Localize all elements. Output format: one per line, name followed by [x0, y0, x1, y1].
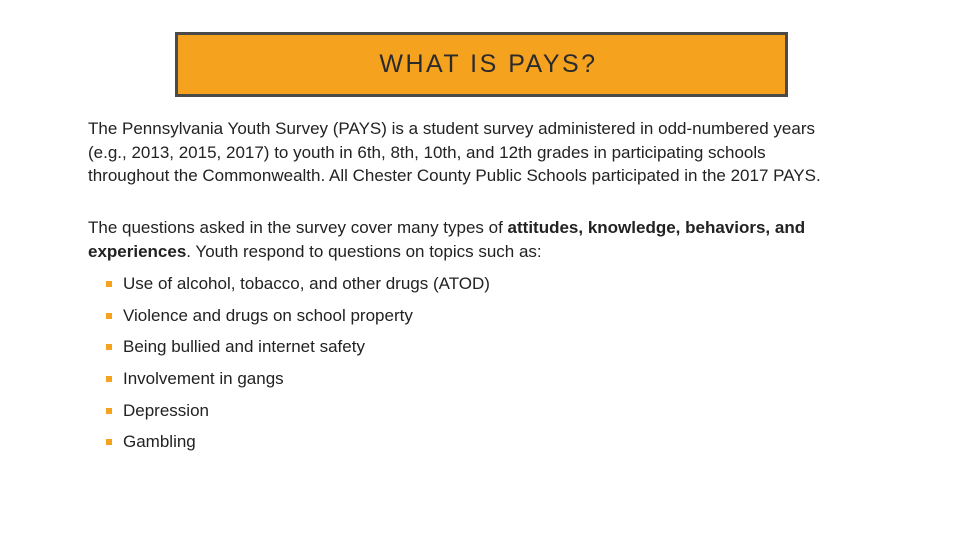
topic-label: Gambling	[123, 432, 196, 452]
survey-description-paragraph	[88, 216, 848, 263]
topic-label: Violence and drugs on school property	[123, 305, 413, 325]
square-bullet-icon	[106, 344, 112, 350]
square-bullet-icon	[106, 313, 112, 319]
square-bullet-icon	[106, 376, 112, 382]
description-emphasis: attitudes, knowledge, behaviors, and experiences	[88, 218, 806, 261]
list-item	[106, 334, 490, 366]
description-outro: . Youth respond to questions on topics such as:	[186, 241, 542, 261]
list-item	[106, 271, 490, 303]
intro-paragraph: The Pennsylvania Youth Survey (PAYS) is a student survey administered in odd-numbered years (e.g., 2013, 2015, 2017) to youth in 6th, 8th, 10th, and 12th grades in participating schools throughout the Commonwealth. All Chester County Public Schools participated in the 2017 PAYS.	[88, 119, 821, 185]
square-bullet-icon	[106, 281, 112, 287]
square-bullet-icon	[106, 408, 112, 414]
topic-label: Use of alcohol, tobacco, and other drugs (ATOD)	[123, 274, 490, 293]
topic-label: Depression	[123, 400, 209, 420]
list-item	[106, 429, 490, 461]
topic-list	[106, 271, 490, 461]
list-item	[106, 303, 490, 335]
slide-title: WHAT IS PAYS?	[379, 50, 598, 78]
list-item	[106, 366, 490, 398]
title-banner	[175, 32, 788, 97]
square-bullet-icon	[106, 439, 112, 445]
description-intro: The questions asked in the survey cover many types of	[88, 218, 508, 237]
topic-label: Involvement in gangs	[123, 369, 284, 389]
list-item	[106, 398, 490, 430]
topic-label: Being bullied and internet safety	[123, 337, 365, 357]
